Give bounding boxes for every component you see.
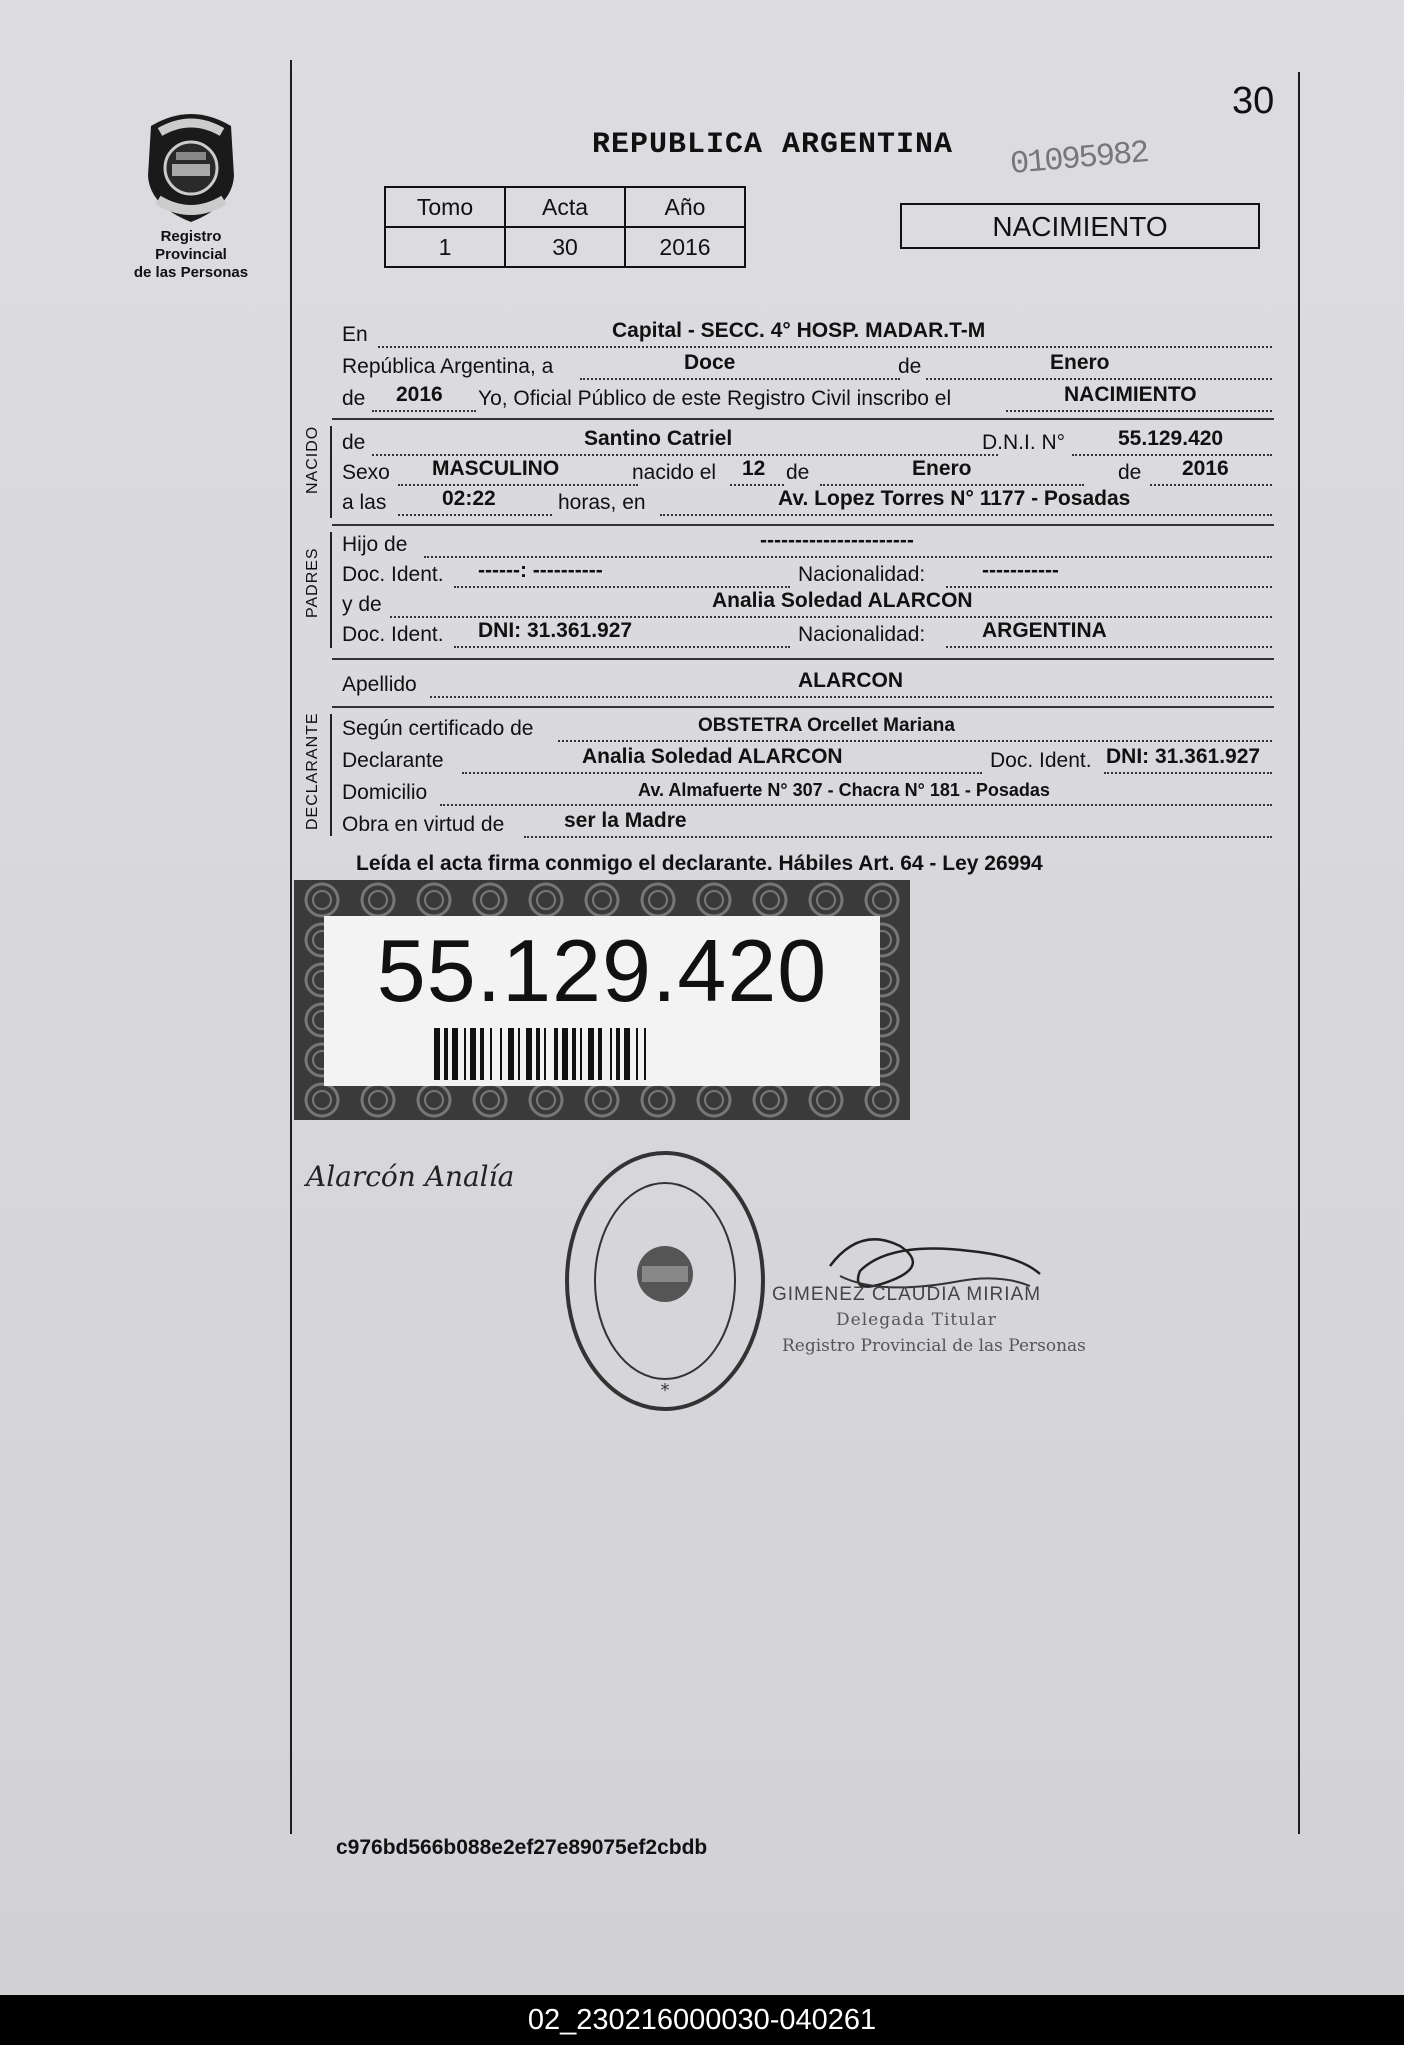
value-day: Doce bbox=[684, 351, 736, 374]
label-alas: a las bbox=[342, 491, 387, 514]
label-republica: República Argentina, a bbox=[342, 355, 554, 378]
right-border-line bbox=[1298, 72, 1300, 1834]
svg-text:*: * bbox=[660, 1380, 670, 1401]
value-mother-nat: ARGENTINA bbox=[982, 619, 1107, 642]
label-de-year: de bbox=[342, 387, 366, 410]
label-horas: horas, en bbox=[558, 491, 646, 514]
record-kind-box: NACIMIENTO bbox=[900, 203, 1260, 249]
row-nacido-name bbox=[342, 426, 1272, 458]
label-nac-mother: Nacionalidad: bbox=[798, 623, 926, 646]
row-obra bbox=[342, 808, 1272, 840]
signer-role: Delegada Titular bbox=[836, 1310, 997, 1330]
table-header-acta: Acta bbox=[505, 187, 625, 227]
value-event: NACIMIENTO bbox=[1064, 383, 1197, 406]
table-value-anio: 2016 bbox=[625, 227, 745, 267]
barcode-icon bbox=[434, 1028, 774, 1080]
label-doc-mother: Doc. Ident. bbox=[342, 623, 444, 646]
label-obra: Obra en virtud de bbox=[342, 813, 505, 836]
value-child-name: Santino Catriel bbox=[584, 427, 733, 450]
row-nacido-sexo bbox=[342, 456, 1272, 488]
label-de-year2: de bbox=[1118, 461, 1142, 484]
label-domicilio: Domicilio bbox=[342, 781, 428, 804]
signer-org: Registro Provincial de las Personas bbox=[782, 1336, 1086, 1356]
row-domicilio bbox=[342, 776, 1272, 808]
row-year bbox=[342, 382, 1272, 414]
label-doc-father: Doc. Ident. bbox=[342, 563, 444, 586]
document-hash: c976bd566b088e2ef27e89075ef2cbdb bbox=[336, 1836, 708, 1859]
page-number: 30 bbox=[1232, 80, 1275, 122]
section-nacido-label: NACIDO bbox=[304, 425, 321, 494]
row-nacido-time bbox=[342, 486, 1272, 518]
registry-seal-stamp-icon bbox=[560, 1146, 770, 1416]
label-en: En bbox=[342, 323, 368, 346]
row-father-doc bbox=[342, 558, 1272, 590]
record-table bbox=[384, 186, 746, 268]
value-year: 2016 bbox=[396, 383, 443, 406]
left-border-line bbox=[290, 60, 292, 1834]
label-cert: Según certificado de bbox=[342, 717, 534, 740]
value-cert: OBSTETRA Orcellet Mariana bbox=[698, 715, 955, 736]
value-dni: 55.129.420 bbox=[1118, 427, 1224, 450]
row-mother-doc bbox=[342, 618, 1272, 650]
label-de: de bbox=[898, 355, 922, 378]
row-declarante bbox=[342, 744, 1272, 776]
file-footer: 02_230216000030-040261 bbox=[0, 1995, 1404, 2045]
document-title: REPUBLICA ARGENTINA bbox=[592, 128, 954, 162]
label-yo: Yo, Oficial Público de este Registro Civil inscribo el bbox=[478, 387, 952, 410]
value-father: ---------------------- bbox=[760, 529, 914, 552]
sticker-label bbox=[324, 916, 880, 1086]
section-declarante-label: DECLARANTE bbox=[304, 712, 321, 830]
label-apellido: Apellido bbox=[342, 673, 417, 696]
value-birth-year: 2016 bbox=[1182, 457, 1229, 480]
logo-caption-line2: de las Personas bbox=[133, 264, 249, 281]
legal-statement: Leída el acta firma conmigo el declarante. Hábiles Art. 64 - Ley 26994 bbox=[356, 852, 1043, 875]
value-obra: ser la Madre bbox=[564, 809, 687, 832]
table-header-tomo: Tomo bbox=[385, 187, 505, 227]
row-en bbox=[342, 318, 1272, 350]
label-declarante: Declarante bbox=[342, 749, 444, 772]
label-hijo: Hijo de bbox=[342, 533, 408, 556]
value-birth-day: 12 bbox=[742, 457, 766, 480]
label-nacido-de: de bbox=[342, 431, 366, 454]
value-father-doc: ------: ---------- bbox=[478, 559, 603, 582]
provincial-seal-icon bbox=[136, 106, 246, 228]
value-domicilio: Av. Almafuerte N° 307 - Chacra N° 181 - Posadas bbox=[638, 780, 1050, 800]
table-header-anio: Año bbox=[625, 187, 745, 227]
value-father-nat: ----------- bbox=[982, 559, 1059, 582]
sticker-dni-number: 55.129.420 bbox=[376, 921, 828, 1020]
label-doc-decl: Doc. Ident. bbox=[990, 749, 1092, 772]
row-mother bbox=[342, 588, 1272, 620]
signer-name: GIMENEZ CLAUDIA MIRIAM bbox=[772, 1284, 1042, 1305]
barcode-sticker bbox=[294, 880, 910, 1120]
logo-caption-line1: Registro Provincial bbox=[155, 228, 227, 263]
row-cert bbox=[342, 712, 1272, 744]
value-time: 02:22 bbox=[442, 487, 496, 510]
table-value-tomo: 1 bbox=[385, 227, 505, 267]
value-mother: Analia Soledad ALARCON bbox=[712, 589, 973, 612]
value-month: Enero bbox=[1050, 351, 1110, 374]
row-apellido bbox=[342, 668, 1272, 700]
value-apellido: ALARCON bbox=[798, 669, 903, 692]
declarant-signature: Alarcón Analía bbox=[306, 1160, 515, 1193]
label-dni: D.N.I. N° bbox=[982, 431, 1066, 454]
label-de-month: de bbox=[786, 461, 810, 484]
label-sexo: Sexo bbox=[342, 461, 390, 484]
value-birth-address: Av. Lopez Torres N° 1177 - Posadas bbox=[778, 487, 1131, 510]
value-sexo: MASCULINO bbox=[432, 457, 560, 480]
value-declarante: Analia Soledad ALARCON bbox=[582, 745, 843, 768]
value-mother-doc: DNI: 31.361.927 bbox=[478, 619, 633, 642]
row-hijo bbox=[342, 528, 1272, 560]
section-padres-label: PADRES bbox=[304, 547, 321, 618]
value-birth-month: Enero bbox=[912, 457, 972, 480]
label-nacido-el: nacido el bbox=[632, 461, 717, 484]
value-place: Capital - SECC. 4° HOSP. MADAR.T-M bbox=[612, 319, 986, 342]
table-value-acta: 30 bbox=[505, 227, 625, 267]
value-decl-doc: DNI: 31.361.927 bbox=[1106, 745, 1261, 768]
registry-logo bbox=[128, 106, 254, 282]
label-nac-father: Nacionalidad: bbox=[798, 563, 926, 586]
row-republica bbox=[342, 350, 1272, 382]
stamp-number: 01095982 bbox=[1008, 134, 1149, 183]
label-yde: y de bbox=[342, 593, 382, 616]
